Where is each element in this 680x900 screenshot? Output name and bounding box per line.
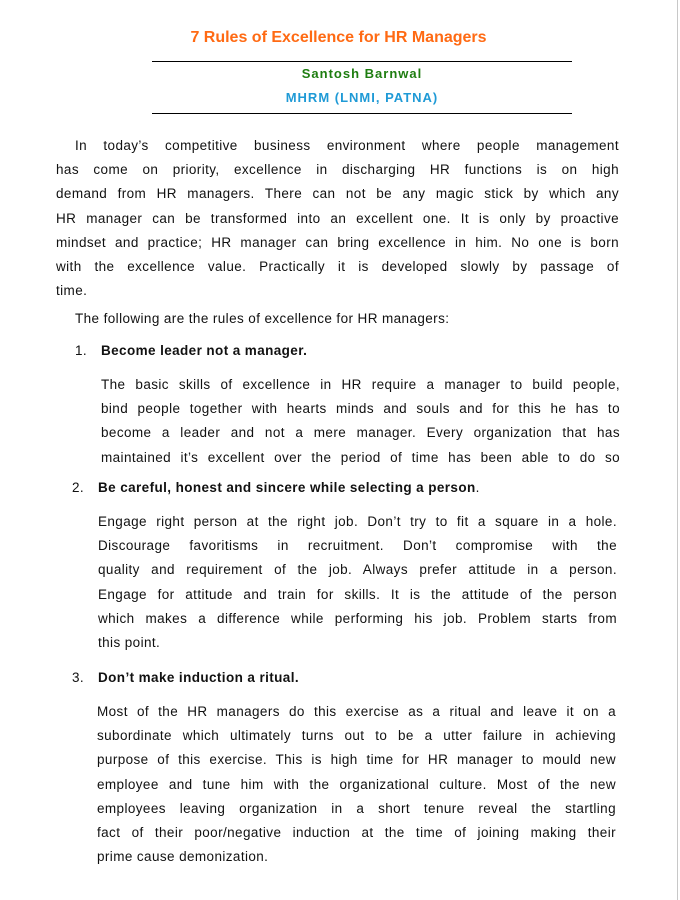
text-line: fact of their poor/negative induction at the time of joining making their bbox=[97, 824, 616, 840]
text-line: with the excellence value. Practically it is developed slowly by passage of bbox=[56, 258, 619, 274]
text-line: In today’s competitive business environment where people management bbox=[75, 138, 619, 153]
text-line: HR manager can be transformed into an excellent one. It is only by proactive bbox=[56, 210, 619, 226]
lead-sentence: The following are the rules of excellence for HR managers: bbox=[75, 311, 450, 326]
intro-paragraph bbox=[56, 134, 619, 303]
rule-body bbox=[97, 700, 616, 869]
rule-title: Become leader not a manager. bbox=[101, 343, 308, 358]
text-line: The basic skills of excellence in HR require a manager to build people, bbox=[101, 377, 620, 392]
document-title: 7 Rules of Excellence for HR Managers bbox=[190, 29, 487, 46]
text-line: become a leader and not a mere manager. Every organization that has bbox=[101, 425, 620, 441]
rule-heading bbox=[75, 343, 307, 358]
text-line: bind people together with hearts minds and souls and for this he has to bbox=[101, 401, 620, 417]
rule-title-suffix: . bbox=[475, 480, 480, 495]
text-line: time. bbox=[56, 283, 88, 299]
rule-heading bbox=[72, 480, 480, 495]
rule-title: Don’t make induction a ritual. bbox=[98, 670, 300, 685]
text-line: Most of the HR managers do this exercise as a ritual and leave it on a bbox=[97, 704, 616, 719]
rule-title: Be careful, honest and sincere while selecting a person bbox=[98, 480, 476, 495]
divider bbox=[152, 113, 572, 114]
text-line: purpose of this exercise. This is high time for HR manager to mould new bbox=[97, 752, 616, 768]
text-line: prime cause demonization. bbox=[97, 849, 269, 865]
rule-body bbox=[101, 373, 620, 470]
divider bbox=[152, 61, 572, 62]
text-line: Engage for attitude and train for skills. It is the attitude of the person bbox=[98, 586, 617, 602]
text-line: which makes a difference while performing his job. Problem starts from bbox=[98, 610, 617, 626]
text-line: subordinate which ultimately turns out to be a utter failure in achieving bbox=[97, 728, 616, 744]
text-line: has come on priority, excellence in discharging HR functions is on high bbox=[56, 162, 619, 178]
list-number: 3. bbox=[72, 670, 85, 685]
rule-heading bbox=[72, 670, 299, 685]
text-line: employees leaving organization in a short tenure reveal the startling bbox=[97, 800, 616, 816]
text-line: mindset and practice; HR manager can bring excellence in him. No one is born bbox=[56, 234, 619, 250]
text-line: this point. bbox=[98, 634, 161, 650]
rule-body bbox=[98, 510, 617, 655]
text-line: Discourage favoritisms in recruitment. Don’t compromise with the bbox=[98, 538, 617, 554]
text-line: employee and tune him with the organizational culture. Most of the new bbox=[97, 776, 616, 792]
list-number: 2. bbox=[72, 480, 85, 495]
text-line: Engage right person at the right job. Don’t try to fit a square in a hole. bbox=[98, 514, 617, 529]
text-line: demand from HR managers. There can not be any magic stick by which any bbox=[56, 186, 619, 202]
text-line: maintained it’s excellent over the period of time has been able to do so bbox=[101, 449, 620, 465]
text-line: quality and requirement of the job. Always prefer attitude in a person. bbox=[98, 562, 617, 578]
list-number: 1. bbox=[75, 343, 88, 358]
author-name: Santosh Barnwal bbox=[301, 66, 423, 81]
author-degree: MHRM (LNMI, PATNA) bbox=[285, 90, 439, 105]
